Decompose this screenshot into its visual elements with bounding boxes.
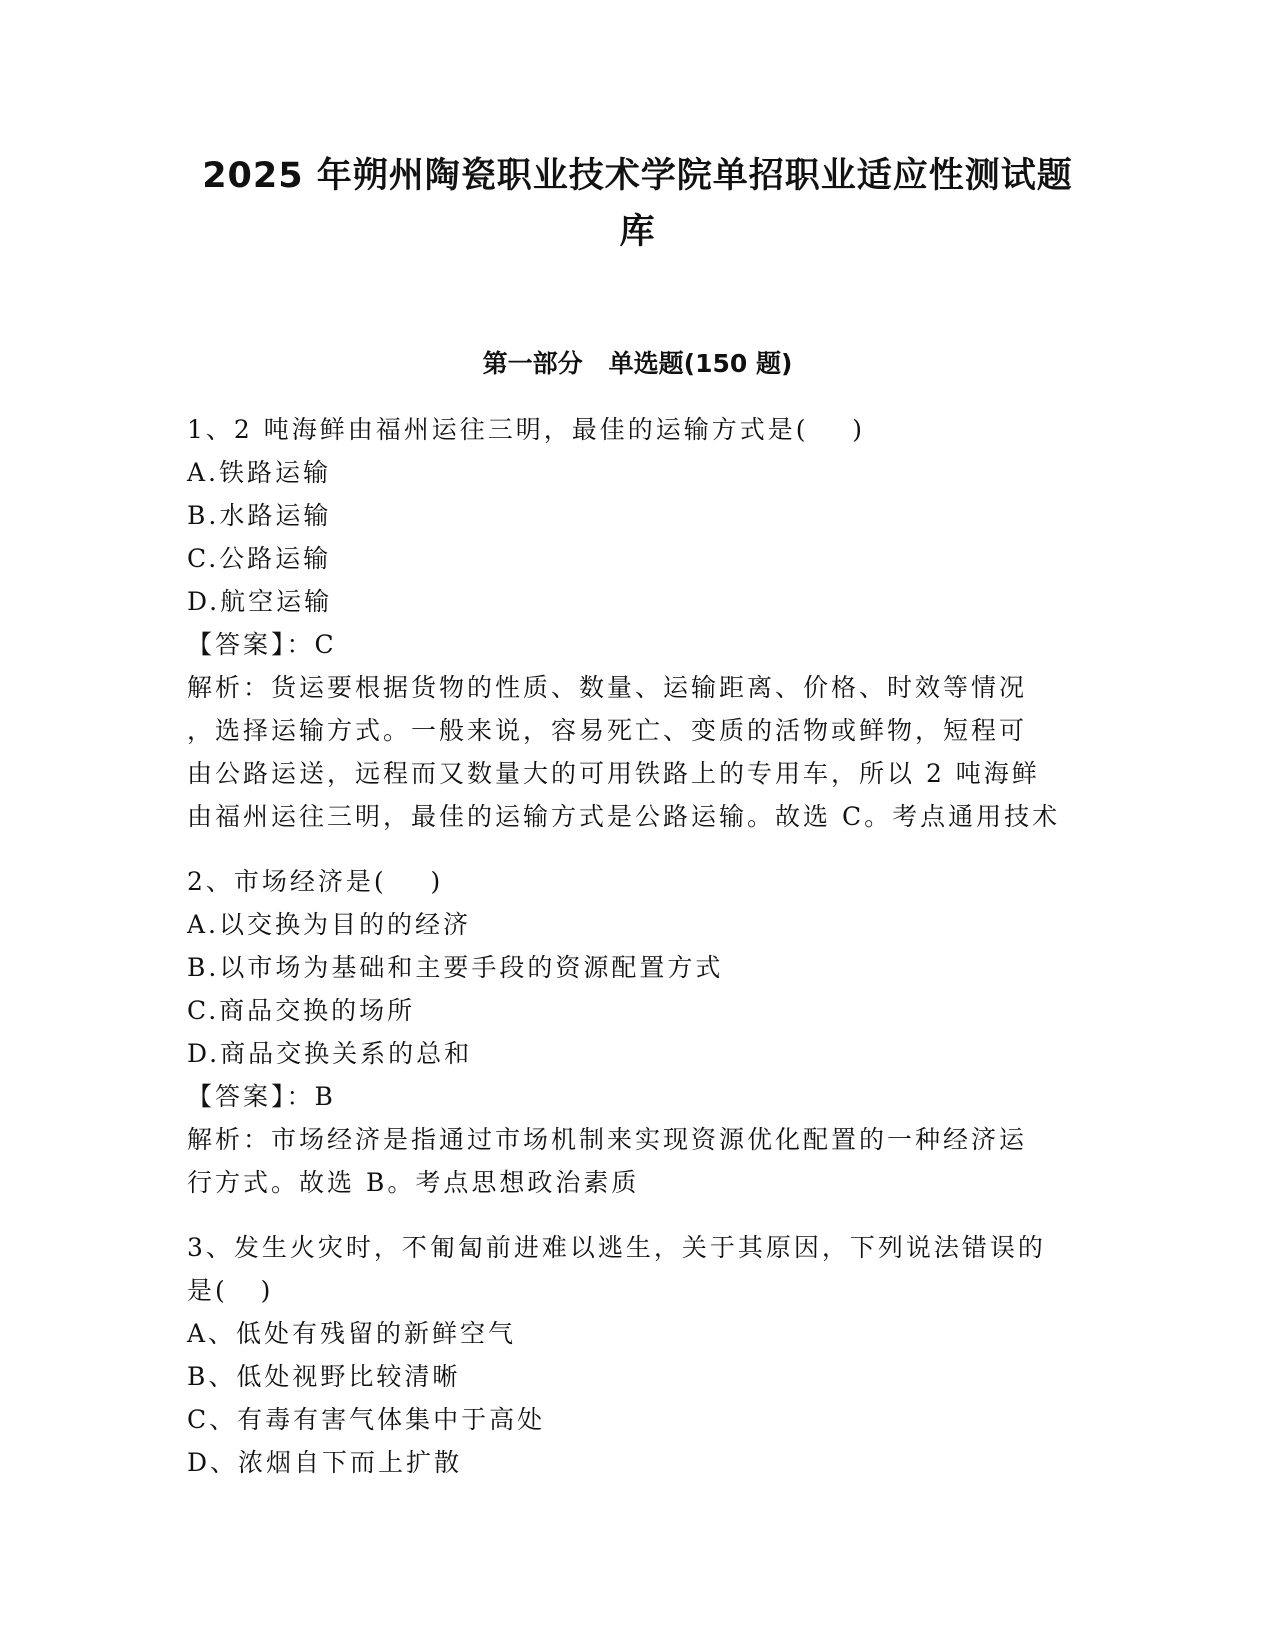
document-title-line-1: 2025 年朔州陶瓷职业技术学院单招职业适应性测试题 <box>202 156 1073 196</box>
analysis-line: 解析：货运要根据货物的性质、数量、运输距离、价格、时效等情况 <box>187 673 1028 702</box>
answer-label: 【答案】：C <box>187 630 337 659</box>
analysis-line: ，选择运输方式。一般来说，容易死亡、变质的活物或鲜物，短程可 <box>187 716 1028 745</box>
option-c: C.商品交换的场所 <box>187 996 416 1025</box>
option-d: D.航空运输 <box>187 587 333 616</box>
analysis-line: 解析：市场经济是指通过市场机制来实现资源优化配置的一种经济运 <box>187 1125 1028 1154</box>
document-title <box>150 148 1125 260</box>
question-stem: 3、发生火灾时，不匍匐前进难以逃生，关于其原因，下列说法错误的 <box>187 1233 1046 1262</box>
question-stem: 1、2 吨海鲜由福州运往三明，最佳的运输方式是( ) <box>187 415 866 444</box>
question-stem: 是( ) <box>187 1276 274 1305</box>
option-a: A、低处有残留的新鲜空气 <box>187 1319 517 1348</box>
section-heading: 第一部分 单选题(150 题) <box>482 349 793 378</box>
option-c: C.公路运输 <box>187 544 332 573</box>
analysis-line: 由福州运往三明，最佳的运输方式是公路运输。故选 C。考点通用技术 <box>187 802 1061 831</box>
question-2 <box>187 860 1087 1204</box>
option-b: B.以市场为基础和主要手段的资源配置方式 <box>187 953 724 982</box>
document-title-line-2: 库 <box>619 212 656 252</box>
question-1 <box>187 408 1087 838</box>
option-b: B、低处视野比较清晰 <box>187 1362 461 1391</box>
option-b: B.水路运输 <box>187 501 332 530</box>
question-3 <box>187 1226 1087 1484</box>
option-c: C、有毒有害气体集中于高处 <box>187 1405 546 1434</box>
option-a: A.以交换为目的的经济 <box>187 910 472 939</box>
question-stem: 2、市场经济是( ) <box>187 867 444 896</box>
option-a: A.铁路运输 <box>187 458 332 487</box>
analysis-line: 由公路运送，远程而又数量大的可用铁路上的专用车，所以 2 吨海鲜 <box>187 759 1040 788</box>
answer-label: 【答案】：B <box>187 1082 336 1111</box>
analysis-line: 行方式。故选 B。考点思想政治素质 <box>187 1168 640 1197</box>
option-d: D、浓烟自下而上扩散 <box>187 1448 463 1477</box>
option-d: D.商品交换关系的总和 <box>187 1039 473 1068</box>
